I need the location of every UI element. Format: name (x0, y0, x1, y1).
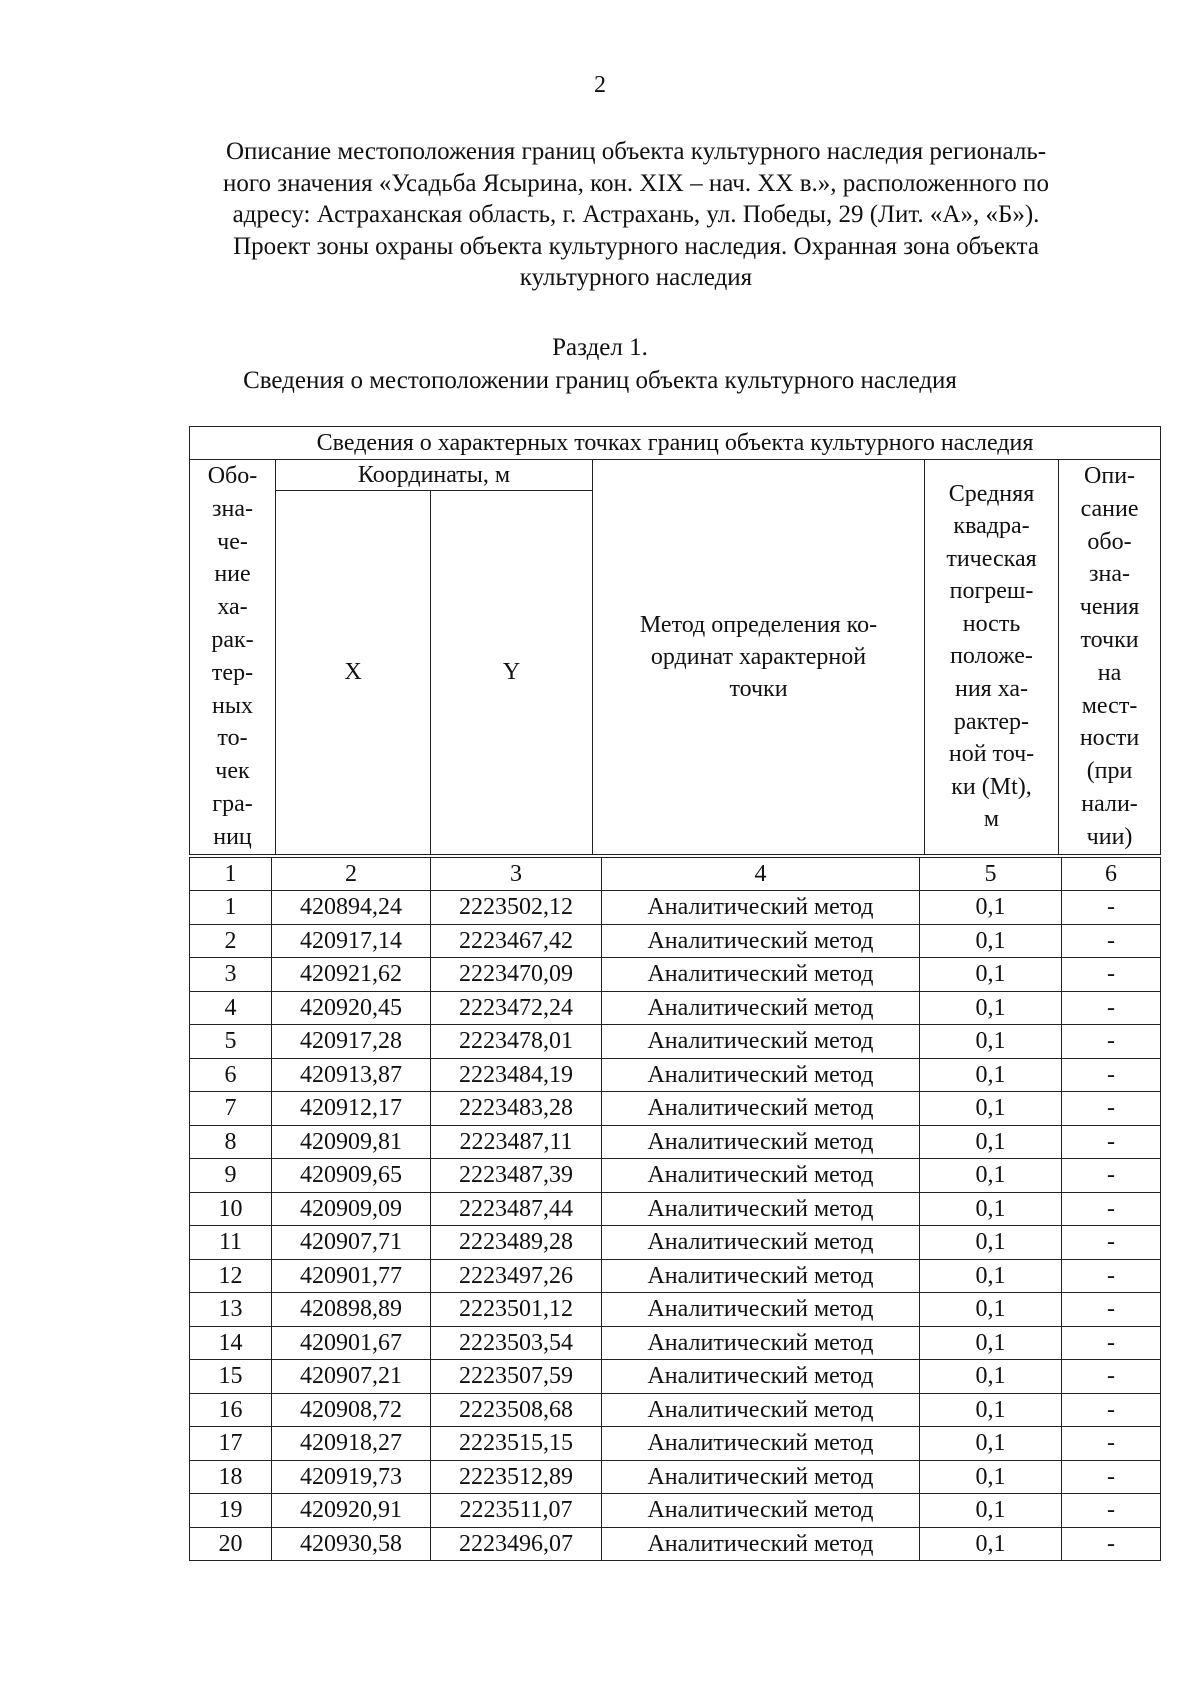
x-coordinate: 420917,28 (272, 1025, 431, 1059)
points-table (189, 857, 1161, 1561)
header-line: на (1097, 659, 1122, 686)
title-line: Проект зоны охраны объекта культурного наследия. Охранная зона объекта (233, 232, 1039, 260)
method: Аналитический метод (602, 1025, 920, 1059)
mean-error: 0,1 (920, 891, 1062, 925)
y-coordinate: 2223483,28 (431, 1092, 602, 1126)
mean-error: 0,1 (920, 1393, 1062, 1427)
point-number: 15 (190, 1360, 272, 1394)
y-coordinate: 2223502,12 (431, 891, 602, 925)
header-line: Средняя (948, 480, 1035, 507)
page-number: 2 (594, 72, 606, 98)
x-coordinate: 420901,67 (272, 1326, 431, 1360)
header-line: нали- (1081, 790, 1138, 817)
y-coordinate: 2223511,07 (431, 1494, 602, 1528)
method: Аналитический метод (602, 1326, 920, 1360)
point-description: - (1062, 1226, 1161, 1260)
x-coordinate: 420930,58 (272, 1527, 431, 1561)
header-line: точки (1080, 626, 1139, 653)
point-description: - (1062, 1360, 1161, 1394)
x-coordinate: 420912,17 (272, 1092, 431, 1126)
x-coordinate: 420907,71 (272, 1226, 431, 1260)
mean-error: 0,1 (920, 1159, 1062, 1193)
mean-error: 0,1 (920, 1192, 1062, 1226)
point-description: - (1062, 1326, 1161, 1360)
header-line: ности (1079, 725, 1140, 752)
point-description: - (1062, 1192, 1161, 1226)
y-coordinate: 2223467,42 (431, 924, 602, 958)
column-number: 2 (272, 858, 431, 891)
header-line: че- (217, 528, 248, 555)
x-coordinate: 420920,45 (272, 991, 431, 1025)
column-number: 1 (190, 858, 272, 891)
y-header: Y (431, 491, 593, 854)
method: Аналитический метод (602, 924, 920, 958)
point-number: 2 (190, 924, 272, 958)
section-heading (0, 331, 1200, 397)
x-coordinate: 420894,24 (272, 891, 431, 925)
point-number: 19 (190, 1494, 272, 1528)
method: Аналитический метод (602, 1058, 920, 1092)
point-designation-header (190, 460, 276, 855)
header-line: ние (214, 561, 251, 588)
method: Аналитический метод (602, 1259, 920, 1293)
y-coordinate: 2223487,44 (431, 1192, 602, 1226)
header-line: тер- (211, 659, 254, 686)
table-row (190, 1360, 1161, 1394)
column-number: 3 (431, 858, 602, 891)
column-number-row (190, 858, 1161, 891)
section-label: Раздел 1. (552, 334, 648, 361)
x-coordinate: 420898,89 (272, 1293, 431, 1327)
table-caption: Сведения о характерных точках границ объекта культурного наследия (190, 427, 1161, 460)
point-number: 10 (190, 1192, 272, 1226)
table-row (190, 1460, 1161, 1494)
y-coordinate: 2223484,19 (431, 1058, 602, 1092)
table-row (190, 1427, 1161, 1461)
y-coordinate: 2223508,68 (431, 1393, 602, 1427)
header-line: мест- (1081, 692, 1138, 719)
header-line: квадра- (953, 513, 1030, 540)
method: Аналитический метод (602, 1192, 920, 1226)
point-description-header (1059, 460, 1161, 855)
table-row (190, 1092, 1161, 1126)
method: Аналитический метод (602, 1360, 920, 1394)
title-line: культурного наследия (519, 264, 753, 291)
column-number: 4 (602, 858, 920, 891)
header-line: погреш- (949, 578, 1034, 605)
title-line: Описание местоположения границ объекта культурного наследия региональ- (225, 138, 1047, 165)
mean-error: 0,1 (920, 1460, 1062, 1494)
table-row (190, 1025, 1161, 1059)
x-coordinate: 420920,91 (272, 1494, 431, 1528)
point-description: - (1062, 1259, 1161, 1293)
table-row (190, 1159, 1161, 1193)
point-number: 7 (190, 1092, 272, 1126)
x-coordinate: 420917,14 (272, 924, 431, 958)
point-number: 11 (190, 1226, 272, 1260)
mean-error: 0,1 (920, 958, 1062, 992)
column-number: 6 (1062, 858, 1161, 891)
point-number: 5 (190, 1025, 272, 1059)
header-line: обо- (1087, 528, 1132, 555)
header-line: ниц (213, 823, 252, 850)
point-description: - (1062, 1460, 1161, 1494)
header-line: чения (1079, 594, 1140, 621)
method: Аналитический метод (602, 1092, 920, 1126)
header-line: сание (1080, 495, 1139, 522)
x-coordinate: 420909,65 (272, 1159, 431, 1193)
mean-error: 0,1 (920, 1326, 1062, 1360)
mean-error: 0,1 (920, 1259, 1062, 1293)
x-coordinate: 420918,27 (272, 1427, 431, 1461)
table-row (190, 1326, 1161, 1360)
mean-error: 0,1 (920, 1025, 1062, 1059)
table-row (190, 991, 1161, 1025)
method: Аналитический метод (602, 958, 920, 992)
point-description: - (1062, 958, 1161, 992)
method: Аналитический метод (602, 1527, 920, 1561)
table-row (190, 1293, 1161, 1327)
mean-error: 0,1 (920, 1494, 1062, 1528)
method: Аналитический метод (602, 1226, 920, 1260)
title-line: адресу: Астраханская область, г. Астрахань, ул. Победы, 29 (Лит. «А», «Б»). (232, 201, 1040, 228)
header-line: Метод определения ко- (639, 611, 878, 638)
column-number: 5 (920, 858, 1062, 891)
x-coordinate: 420921,62 (272, 958, 431, 992)
point-number: 1 (190, 891, 272, 925)
y-coordinate: 2223507,59 (431, 1360, 602, 1394)
point-description: - (1062, 1092, 1161, 1126)
mean-error: 0,1 (920, 1427, 1062, 1461)
point-description: - (1062, 1125, 1161, 1159)
header-line: ординат характерной (650, 643, 867, 670)
point-description: - (1062, 1527, 1161, 1561)
document-title (196, 136, 1076, 294)
point-description: - (1062, 1293, 1161, 1327)
point-number: 20 (190, 1527, 272, 1561)
point-description: - (1062, 924, 1161, 958)
header-line: рак- (211, 626, 254, 653)
x-coordinate: 420908,72 (272, 1393, 431, 1427)
y-coordinate: 2223487,39 (431, 1159, 602, 1193)
y-coordinate: 2223487,11 (431, 1125, 602, 1159)
header-line: чек (215, 758, 250, 785)
table-row (190, 1494, 1161, 1528)
point-number: 12 (190, 1259, 272, 1293)
header-line: (при (1086, 758, 1133, 785)
point-number: 6 (190, 1058, 272, 1092)
method: Аналитический метод (602, 1494, 920, 1528)
point-number: 8 (190, 1125, 272, 1159)
points-table-header (189, 426, 1161, 855)
header-line: ха- (217, 594, 248, 621)
x-coordinate: 420901,77 (272, 1259, 431, 1293)
table-row (190, 958, 1161, 992)
point-description: - (1062, 1393, 1161, 1427)
header-line: рактер- (953, 708, 1030, 735)
mean-error: 0,1 (920, 1360, 1062, 1394)
table-row (190, 891, 1161, 925)
point-number: 18 (190, 1460, 272, 1494)
mean-error: 0,1 (920, 1092, 1062, 1126)
coordinates-header: Координаты, м (276, 460, 593, 491)
header-line: чии) (1086, 823, 1133, 850)
y-coordinate: 2223501,12 (431, 1293, 602, 1327)
point-number: 16 (190, 1393, 272, 1427)
point-description: - (1062, 1025, 1161, 1059)
method: Аналитический метод (602, 891, 920, 925)
section-title: Сведения о местоположении границ объекта культурного наследия (243, 367, 957, 394)
header-line: ки (Mt), (951, 773, 1032, 800)
x-coordinate: 420909,81 (272, 1125, 431, 1159)
y-coordinate: 2223489,28 (431, 1226, 602, 1260)
mean-error: 0,1 (920, 924, 1062, 958)
method: Аналитический метод (602, 1125, 920, 1159)
header-line: ной точ- (948, 741, 1035, 768)
point-number: 9 (190, 1159, 272, 1193)
header-line: гра- (212, 790, 253, 817)
table-row (190, 1226, 1161, 1260)
y-coordinate: 2223470,09 (431, 958, 602, 992)
x-coordinate: 420907,21 (272, 1360, 431, 1394)
method-header (593, 460, 925, 855)
header-line: тическая (946, 545, 1037, 572)
mean-error: 0,1 (920, 991, 1062, 1025)
header-line: зна- (212, 495, 253, 522)
mean-error: 0,1 (920, 1293, 1062, 1327)
x-coordinate: 420919,73 (272, 1460, 431, 1494)
point-description: - (1062, 1494, 1161, 1528)
mean-error: 0,1 (920, 1058, 1062, 1092)
header-line: Обо- (207, 463, 258, 489)
point-description: - (1062, 891, 1161, 925)
header-line: Опи- (1084, 463, 1136, 489)
point-number: 4 (190, 991, 272, 1025)
table-row (190, 1393, 1161, 1427)
point-number: 14 (190, 1326, 272, 1360)
y-coordinate: 2223478,01 (431, 1025, 602, 1059)
header-line: м (983, 806, 1000, 833)
x-coordinate: 420913,87 (272, 1058, 431, 1092)
method: Аналитический метод (602, 1393, 920, 1427)
mean-error: 0,1 (920, 1125, 1062, 1159)
header-line: ния ха- (954, 676, 1029, 703)
header-line: ных (212, 692, 253, 719)
point-number: 13 (190, 1293, 272, 1327)
header-line: положе- (950, 643, 1033, 670)
method: Аналитический метод (602, 1159, 920, 1193)
y-coordinate: 2223512,89 (431, 1460, 602, 1494)
header-line: то- (217, 725, 248, 752)
title-line: ного значения «Усадьба Ясырина, кон. XIX – нач. XX в.», расположенного по (223, 169, 1049, 197)
header-line: зна- (1089, 561, 1131, 588)
mean-error: 0,1 (920, 1226, 1062, 1260)
mean-error: 0,1 (920, 1527, 1062, 1561)
y-coordinate: 2223503,54 (431, 1326, 602, 1360)
point-description: - (1062, 1159, 1161, 1193)
table-row (190, 924, 1161, 958)
method: Аналитический метод (602, 991, 920, 1025)
method: Аналитический метод (602, 1460, 920, 1494)
table-row (190, 1058, 1161, 1092)
method: Аналитический метод (602, 1293, 920, 1327)
point-number: 17 (190, 1427, 272, 1461)
y-coordinate: 2223496,07 (431, 1527, 602, 1561)
y-coordinate: 2223515,15 (431, 1427, 602, 1461)
point-description: - (1062, 991, 1161, 1025)
x-header: X (276, 491, 431, 854)
table-row (190, 1259, 1161, 1293)
table-row (190, 1527, 1161, 1561)
table-row (190, 1125, 1161, 1159)
mean-error-header (925, 460, 1059, 855)
y-coordinate: 2223497,26 (431, 1259, 602, 1293)
table-row (190, 1192, 1161, 1226)
x-coordinate: 420909,09 (272, 1192, 431, 1226)
point-number: 3 (190, 958, 272, 992)
point-description: - (1062, 1058, 1161, 1092)
point-description: - (1062, 1427, 1161, 1461)
header-line: точки (729, 675, 788, 702)
method: Аналитический метод (602, 1427, 920, 1461)
y-coordinate: 2223472,24 (431, 991, 602, 1025)
header-line: ность (962, 610, 1021, 637)
